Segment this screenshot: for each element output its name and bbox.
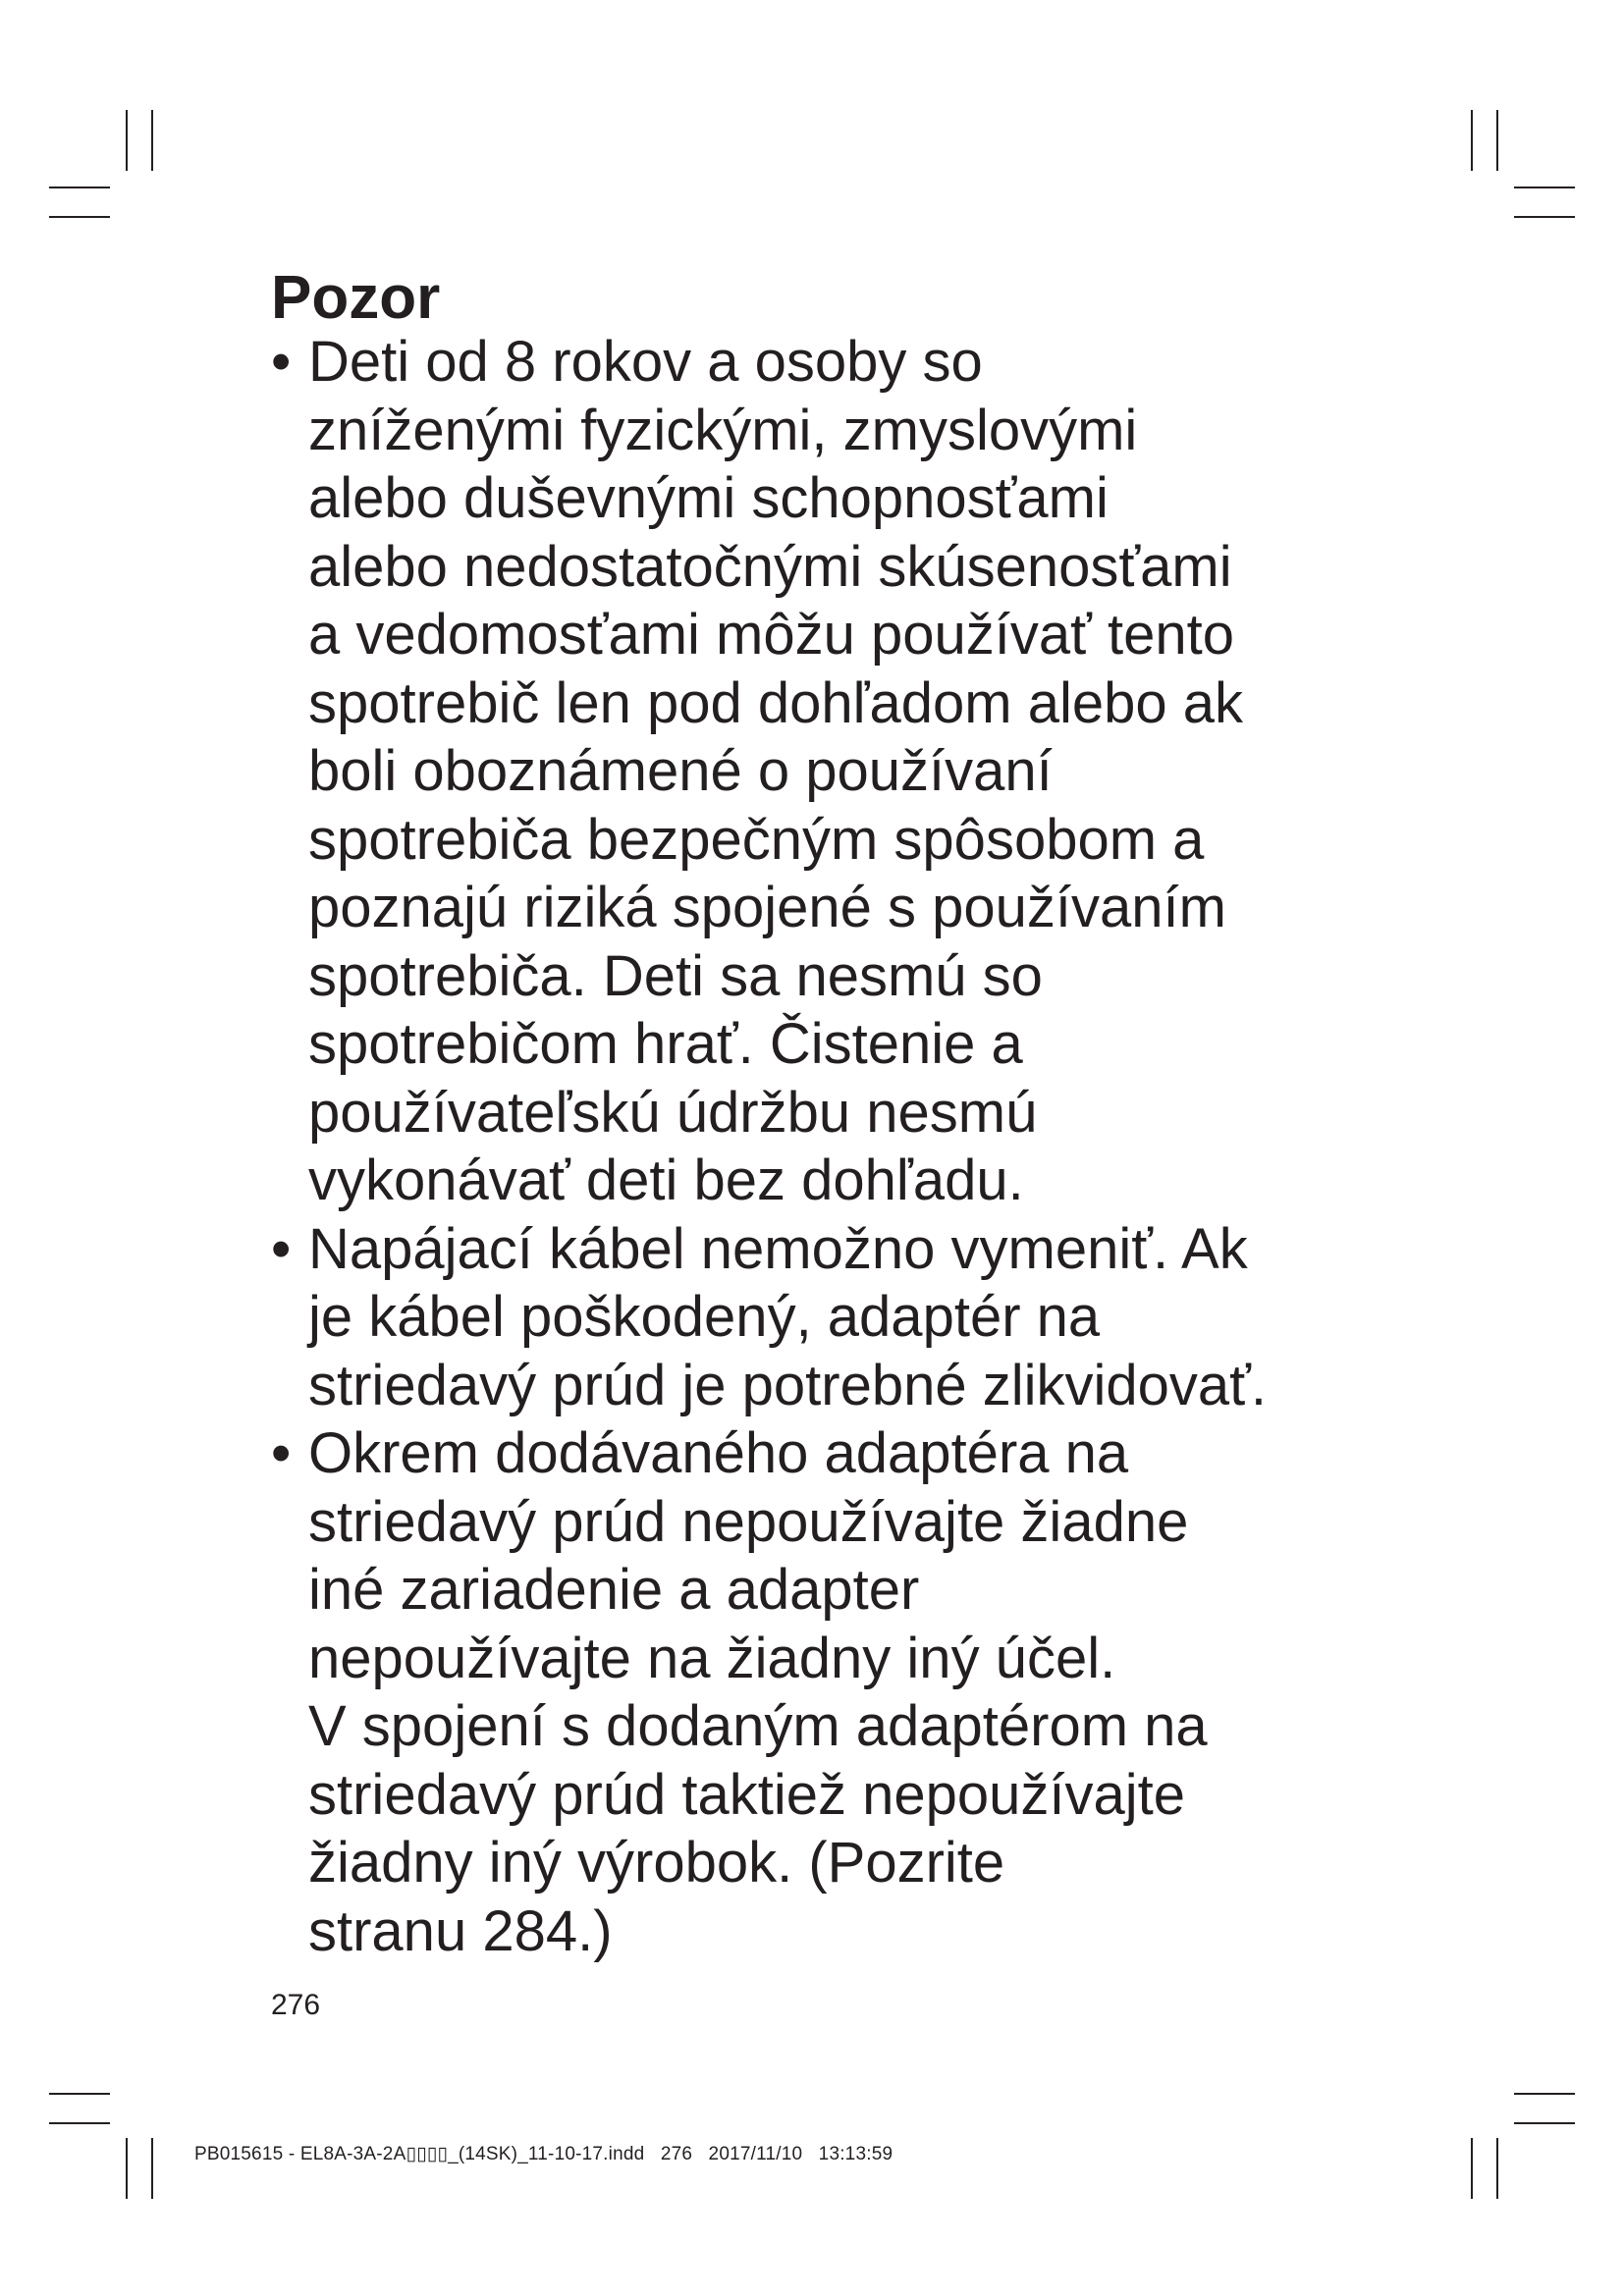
text-line: alebo duševnými schopnosťami <box>308 466 1109 530</box>
page-content <box>271 263 1410 1965</box>
crop-mark <box>49 2122 110 2124</box>
warning-list <box>271 328 1410 1965</box>
text-line: spotrebiča. Deti sa nesmú so <box>308 943 1043 1008</box>
print-slug: PB015615 - EL8A-3A-2A▯▯▯▯_(14SK)_11-10-17.indd 276 2017/11/10 13:13:59 <box>194 2144 893 2164</box>
text-line: Deti od 8 rokov a osoby so <box>308 330 983 394</box>
text-line: nepoužívajte na žiadny iný účel. <box>308 1626 1116 1690</box>
text-line: boli oboznámené o používaní <box>308 739 1053 803</box>
list-item <box>271 1215 1410 1420</box>
text-line: spotrebič len pod dohľadom alebo ak <box>308 670 1244 735</box>
text-line: Napájací kábel nemožno vymeniť. Ak <box>308 1216 1248 1281</box>
text-line: a vedomosťami môžu používať tento <box>308 603 1234 667</box>
crop-mark <box>1471 110 1473 171</box>
crop-mark <box>151 110 153 171</box>
crop-mark <box>1514 2093 1575 2095</box>
crop-mark <box>49 216 110 218</box>
text-line: Okrem dodávaného adaptéra na <box>308 1421 1129 1485</box>
page-number: 276 <box>271 1989 321 2021</box>
text-line: striedavý prúd taktiež nepoužívajte <box>308 1762 1186 1827</box>
text-line: striedavý prúd je potrebné zlikvidovať. <box>308 1353 1268 1417</box>
text-line: striedavý prúd nepoužívajte žiadne <box>308 1489 1189 1554</box>
text-line: stranu 284.) <box>308 1898 613 1963</box>
crop-mark <box>1496 2138 1498 2199</box>
crop-mark <box>1514 2122 1575 2124</box>
bullet-icon: • <box>271 1421 292 1485</box>
list-item <box>271 328 1410 1215</box>
text-line: alebo nedostatočnými skúsenosťami <box>308 534 1232 599</box>
list-item <box>271 1419 1410 1965</box>
crop-mark <box>1514 216 1575 218</box>
crop-mark <box>49 187 110 188</box>
text-line: V spojení s dodaným adaptérom na <box>308 1694 1208 1758</box>
bullet-icon: • <box>271 1216 292 1281</box>
text-line: poznajú riziká spojené s používaním <box>308 876 1226 939</box>
bullet-icon: • <box>271 330 292 394</box>
text-line: je kábel poškodený, adaptér na <box>308 1285 1101 1349</box>
text-line: vykonávať deti bez dohľadu. <box>308 1148 1024 1212</box>
crop-mark <box>1496 110 1498 171</box>
crop-mark <box>1471 2138 1473 2199</box>
page-title: Pozor <box>271 264 441 332</box>
text-line: používateľskú údržbu nesmú <box>308 1080 1038 1145</box>
crop-mark <box>49 2093 110 2095</box>
text-line: žiadny iný výrobok. (Pozrite <box>308 1831 1005 1895</box>
text-line: iné zariadenie a adapter <box>308 1558 920 1622</box>
text-line: spotrebiča bezpečným spôsobom a <box>308 807 1205 872</box>
text-line: zníženými fyzickými, zmyslovými <box>308 398 1138 462</box>
text-line: spotrebičom hrať. Čistenie a <box>308 1012 1023 1076</box>
crop-mark <box>126 110 128 171</box>
crop-mark <box>126 2138 128 2199</box>
crop-mark <box>151 2138 153 2199</box>
crop-mark <box>1514 187 1575 188</box>
